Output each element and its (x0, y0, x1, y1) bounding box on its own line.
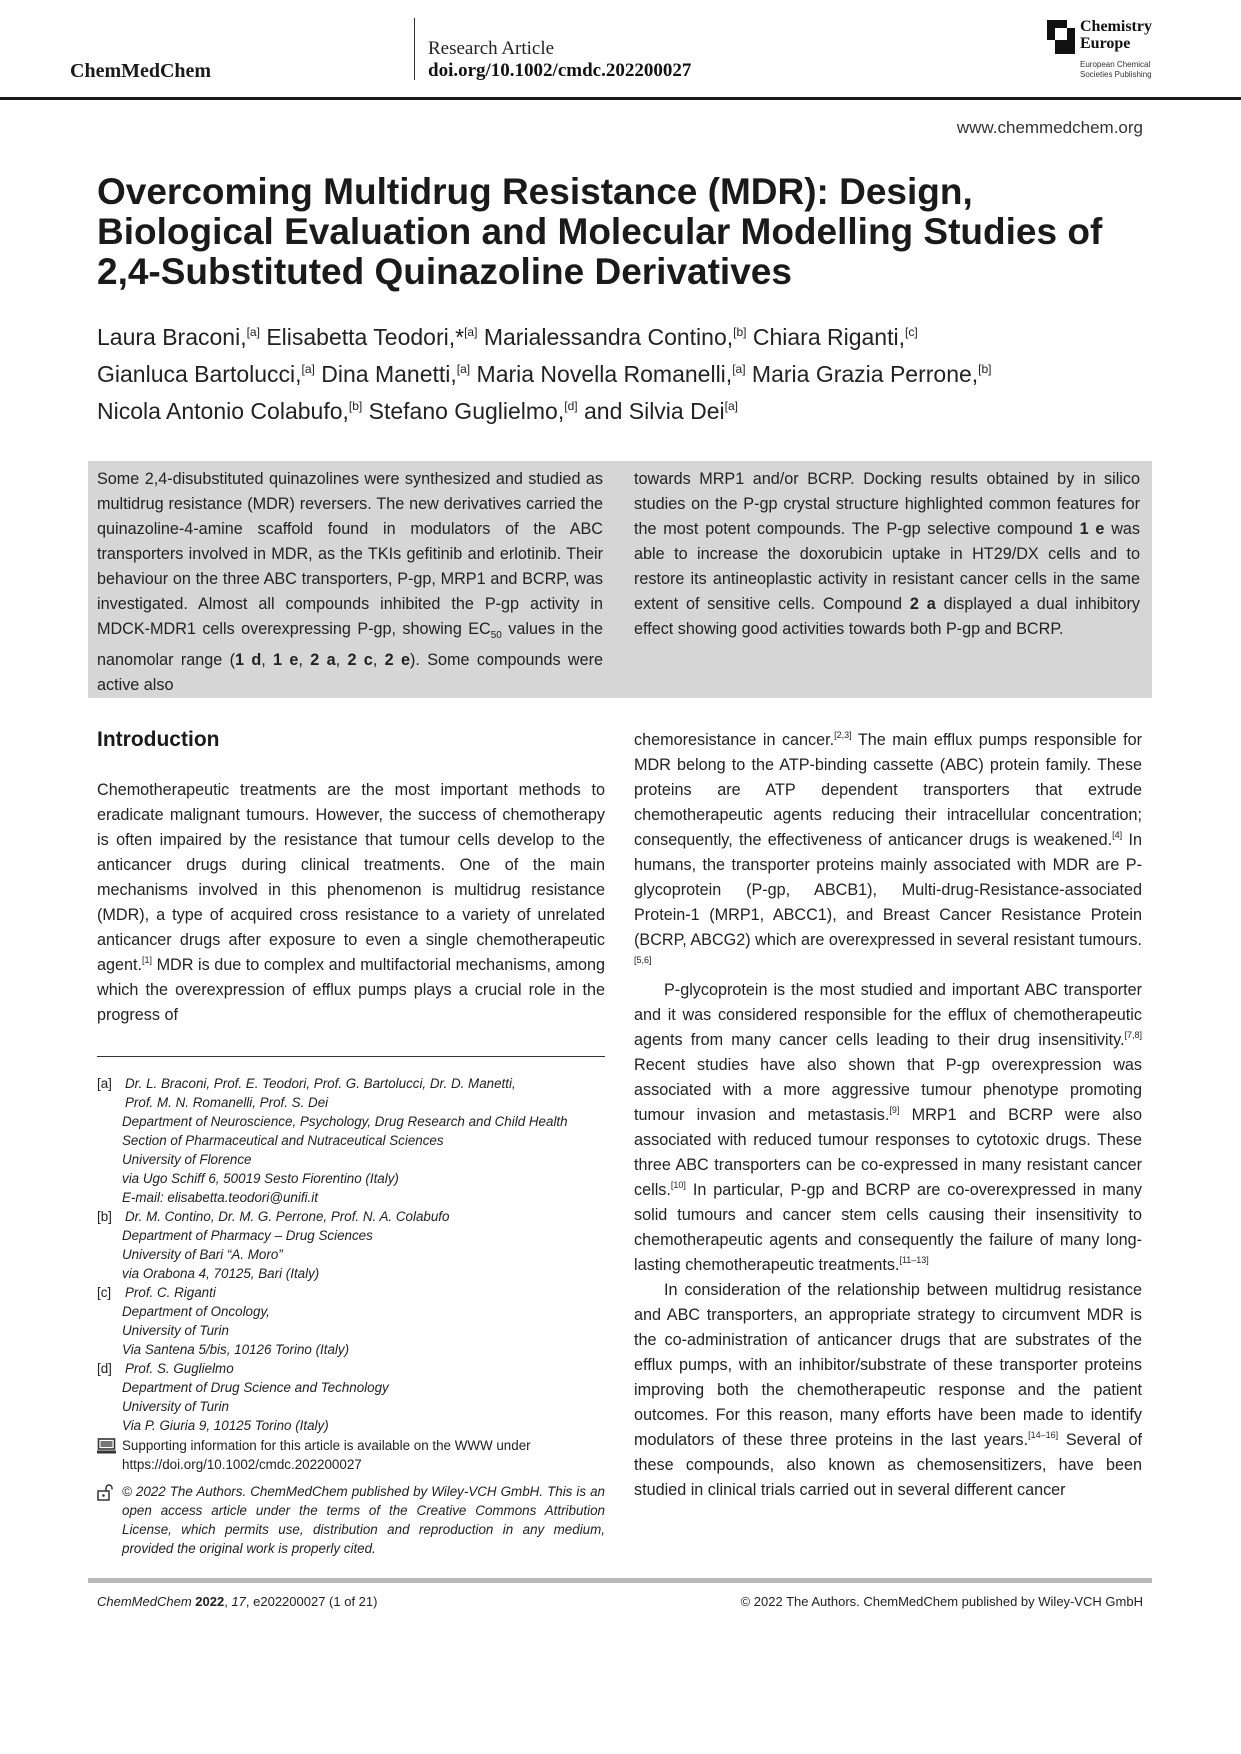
affiliation-b: [b] Dr. M. Contino, Dr. M. G. Perrone, Prof. N. A. Colabufo Department of Pharmacy – Drug Sciences University of Bari “A. Moro” via Orabona 4, 70125, Bari (Italy) (97, 1209, 450, 1281)
citation-ref[interactable]: [9] (889, 1105, 900, 1115)
footnote-rule (97, 1056, 605, 1057)
footer-copyright: © 2022 The Authors. ChemMedChem published by Wiley-VCH GmbH (740, 1594, 1143, 1609)
section-heading-introduction: Introduction (97, 728, 220, 751)
compound-ref: 1 e (273, 651, 299, 670)
author-list (97, 316, 1157, 427)
paragraph: P-glycoprotein is the most studied and important ABC transporter and it was considered responsible for the efflux of chemotherapeutic agents from many cancer cells leading to their drug insensitivity.[7,8] Recent studies have also shown that P-gp overexpression was associated with a more aggressive tumour phenotype promoting tumour invasion and metastasis.[9] MRP1 and BCRP were also associated with reduced tumour responses to cytotoxic drugs. These three ABC transporters can be co-expressed in many resistant cancer cells.[10] In particular, P-gp and BCRP are co-overexpressed in many solid tumours and cancer stem cells causing their insensitivity to chemotherapeutic agents and consequently the failure of many long-lasting chemotherapeutic treatments.[11–13] (634, 981, 1142, 1274)
journal-website-link[interactable]: www.chemmedchem.org (956, 118, 1143, 137)
affiliation-a: [a] Dr. L. Braconi, Prof. E. Teodori, Prof. G. Bartolucci, Dr. D. Manetti, Prof. M. N. Romanelli, Prof. S. Dei Department of Neuroscience, Psychology, Drug Research and Child Health Section of Pharmaceutical and Nutraceutical Sciences University of Florence via Ugo Schiff 6, 50019 Sesto Fiorentino (Italy) E-mail: elisabetta.teodori@unifi.it (97, 1074, 605, 1207)
email-link[interactable]: E-mail: elisabetta.teodori@unifi.it (122, 1190, 318, 1205)
chemistry-europe-logo[interactable] (1047, 18, 1177, 84)
compound-ref: 2 e (384, 651, 411, 670)
author: Elisabetta Teodori,*[a] (266, 324, 478, 350)
author: Marialessandra Contino,[b] (483, 324, 747, 350)
abstract-box (88, 461, 1152, 698)
header-divider (414, 18, 415, 80)
author: Nicola Antonio Colabufo,[b] (97, 398, 363, 424)
footer-year: 2022 (195, 1594, 225, 1609)
author: Maria Grazia Perrone,[b] (751, 361, 992, 387)
paragraph: chemoresistance in cancer.[2,3] The main efflux pumps responsible for MDR belong to the ATP-binding cassette (ABC) protein family. These proteins are ATP dependent transporters that extrude chemotherapeutic agents reducing their intracellular concentration; consequently, the effectiveness of anticancer drugs is weakened.[4] In humans, the transporter proteins mainly associated with MDR are P-glycoprotein (P-gp, ABCB1), Multi-drug-Resistance-associated Protein-1 (MRP1, ABCC1), and Breast Cancer Resistance Protein (BCRP, ABCG2) which are overexpressed in several resistant tumours.[5,6] (634, 730, 1143, 965)
open-access-lock-icon (97, 1484, 116, 1501)
author: Stefano Guglielmo,[d] (368, 398, 578, 424)
logo-title-line2: Europe (1080, 35, 1131, 52)
affiliation-d: [d] Prof. S. Guglielmo Department of Drug Science and Technology University of Turin Via P. Giuria 9, 10125 Torino (Italy) (97, 1361, 389, 1433)
copyright-text: © 2022 The Authors. ChemMedChem published by Wiley-VCH GmbH. This is an open access article under the terms of the Creative Commons Attribution License, which permits use, distribution and reproduction in any medium, provided the original work is properly cited. (122, 1484, 605, 1556)
citation-ref[interactable]: [2,3] (834, 730, 852, 740)
affiliation-c: [c] Prof. C. Riganti Department of Oncology, University of Turin Via Santena 5/bis, 10126 Torino (Italy) (97, 1285, 350, 1357)
supporting-info-text[interactable]: Supporting information for this article is available on the WWW under https://doi.org/10.1002/cmdc.202200027 (122, 1438, 531, 1472)
intro-right-column (634, 728, 1142, 1503)
affiliation-tag: [a] (97, 1076, 112, 1091)
author: Gianluca Bartolucci,[a] (97, 361, 315, 387)
citation-ref[interactable]: [5,6] (634, 955, 652, 965)
footer-journal: ChemMedChem (97, 1594, 192, 1609)
author: Laura Braconi,[a] (97, 324, 260, 350)
logo-subtitle (1080, 60, 1152, 80)
logo-sub-line1: European Chemical (1080, 60, 1151, 69)
intro-left-column (97, 778, 605, 1028)
author: Maria Novella Romanelli,[a] (476, 361, 746, 387)
footer-article: e202200027 (1 of 21) (253, 1594, 378, 1609)
header-rule (0, 97, 1241, 100)
supporting-info-note (97, 1436, 605, 1474)
open-access-note (97, 1482, 605, 1558)
author: Chiara Riganti,[c] (752, 324, 918, 350)
abstract-left-column: Some 2,4-disubstituted quinazolines were synthesized and studied as multidrug resistance (MDR) reversers. The new derivatives carried the quinazoline-4-amine scaffold found in modulators of the ABC transporters involved in MDR, as the TKIs gefitinib and erlotinib. Their behaviour on the three ABC transporters, P-gp, MRP1 and BCRP, was investigated. Almost all compounds inhibited the P-gp activity in MDCK-MDR1 cells overexpressing P-gp, showing $EC_{50}$ values in the nanomolar range (1 d, 1 e, 2 a, 2 c, 2 e). Some compounds were active also (97, 470, 603, 695)
logo-title (1080, 18, 1152, 52)
affiliations (97, 1074, 605, 1435)
compound-ref: 1 d (234, 651, 262, 670)
compound-ref: 2 a (909, 595, 936, 613)
computer-icon (97, 1438, 116, 1455)
article-title: Overcoming Multidrug Resistance (MDR): Design, Biological Evaluation and Molecular Modelling Studies of 2,4-Substituted Quinazoline Derivatives (97, 171, 1103, 292)
affiliation-tag: [c] (97, 1285, 112, 1300)
author: Dina Manetti,[a] (321, 361, 471, 387)
affiliation-tag: [d] (97, 1361, 112, 1376)
chemistry-europe-logo-icon (1047, 20, 1075, 54)
affiliation-tag: [b] (97, 1209, 112, 1224)
footer-citation: ChemMedChem 2022, 17, e202200027 (1 of 21) (97, 1594, 378, 1609)
citation-ref[interactable]: [4] (1112, 830, 1123, 840)
logo-title-line1: Chemistry (1080, 18, 1152, 35)
abstract-right-column: towards MRP1 and/or BCRP. Docking results obtained by in silico studies on the P-gp crystal structure highlighted common features for the most potent compounds. The P-gp selective compound 1 e was able to increase the doxorubicin uptake in HT29/DX cells and to restore its antineoplastic activity in resistant cancer cells in the same extent of sensitive cells. Compound 2 a displayed a dual inhibitory effect showing good activities towards both P-gp and BCRP. (634, 470, 1140, 638)
footer-rule (88, 1578, 1152, 1583)
doi-link[interactable]: doi.org/10.1002/cmdc.202200027 (428, 60, 692, 81)
article-type: Research Article (428, 38, 555, 59)
journal-name: ChemMedChem (70, 60, 212, 82)
compound-ref: 2 a (310, 651, 336, 670)
compound-ref: 1 e (1079, 520, 1105, 538)
citation-ref[interactable]: [7,8] (1124, 1030, 1142, 1040)
paragraph: Chemotherapeutic treatments are the most important methods to eradicate malignant tumours. However, the success of chemotherapy is often impaired by the resistance that tumour cells develop to the anticancer drugs during clinical treatments. One of the main mechanisms involved in this phenomenon is multidrug resistance (MDR), a type of acquired cross resistance to a variety of unrelated anticancer drugs after exposure to even a single chemotherapeutic agent.[1] MDR is due to complex and multifactorial mechanisms, among which the overexpression of efflux pumps plays a crucial role in the progress of (97, 781, 605, 1024)
citation-ref[interactable]: [10] (670, 1180, 686, 1190)
citation-ref[interactable]: [11–13] (899, 1255, 929, 1265)
compound-ref: 2 c (347, 651, 373, 670)
citation-ref[interactable]: [14–16] (1028, 1430, 1059, 1440)
footer-volume: 17 (231, 1594, 246, 1609)
logo-sub-line2: Societies Publishing (1080, 70, 1152, 79)
paragraph: In consideration of the relationship between multidrug resistance and ABC transporters, an appropriate strategy to circumvent MDR is the co-administration of anticancer drugs that are substrates of the efflux pumps, with an inhibitor/substrate of these transporter proteins improving both the chemotherapeutic response and the patient outcomes. For this reason, many efforts have been made to identify modulators of these three proteins in the last years.[14–16] Several of these compounds, also known as chemosensitizers, have been studied in clinical trials carried out in several different cancer (634, 1281, 1143, 1499)
author: and Silvia Dei[a] (583, 398, 738, 424)
citation-ref[interactable]: [1] (142, 955, 153, 965)
supporting-info (97, 1436, 605, 1566)
